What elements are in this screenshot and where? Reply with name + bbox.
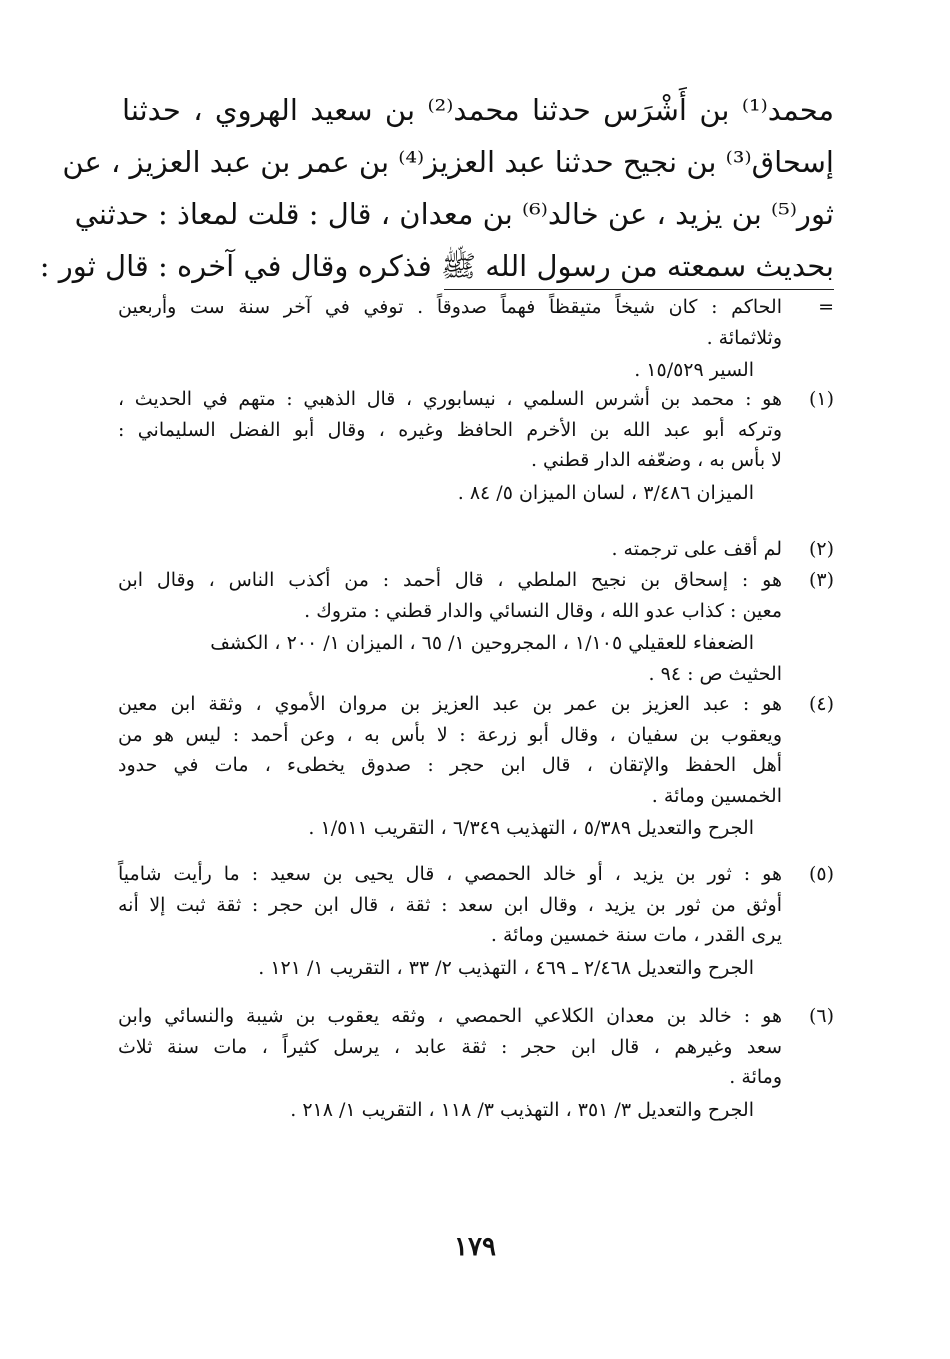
footnote-4 <box>118 689 834 859</box>
footnote-line: ومائة . <box>729 1066 782 1088</box>
footnote-marker: (٥) <box>808 863 834 885</box>
footnote-reference: الميزان ٣/٤٨٦ ، لسان الميزان ٥/ ٨٤ . <box>457 481 754 504</box>
footnote-reference-continued: الحثيث ص : ٩٤ . <box>648 662 782 685</box>
footnote-marker: (٤) <box>808 693 834 715</box>
footnote-line: الخمسين ومائة . <box>651 784 782 807</box>
footnote-line: هو : عبد العزيز بن عمر بن عبد العزيز بن مروان الأموي ، وثقة ابن معين <box>118 693 782 715</box>
main-text-line: إسحاق⁽³⁾ بن نجيح حدثنا عبد العزيز⁽⁴⁾ بن عمر بن عبد العزيز ، عن <box>62 145 834 179</box>
main-text-line: محمد⁽¹⁾ بن أَشْرَس حدثنا محمد⁽²⁾ بن سعيد الهروي ، حدثنا <box>122 93 834 127</box>
footnote-reference: الجرح والتعديل ٢/٤٦٨ ـ ٤٦٩ ، التهذيب ٢/ ٣٣ ، التقريب ١/ ١٢١ . <box>258 956 754 979</box>
main-text-line: ثور⁽⁵⁾ بن يزيد ، عن خالد⁽⁶⁾ بن معدان ، قال : قلت لمعاذ : حدثني <box>74 197 834 231</box>
footnote-marker: = <box>818 296 834 318</box>
footnote-line: لا بأس به ، وضعّفه الدار قطني . <box>530 449 782 471</box>
footnote-line: الحاكم : كان شيخاً متيقظاً فهماً صدوقاً . توفي في آخر سنة ست وأربعين <box>118 296 782 318</box>
footnote-line: يرى القدر ، مات سنة خمسين ومائة . <box>490 924 782 946</box>
footnote-marker: (٢) <box>808 538 834 560</box>
footnote-line: هو : إسحاق بن نجيح الملطي ، قال أحمد : من أكذب الناس ، وقال ابن <box>118 569 782 591</box>
footnote-continuation <box>118 292 834 384</box>
footnote-line: سعد وغيرهم ، قال ابن حجر : ثقة عابد ، يرسل كثيراً ، مات سنة ثلاث <box>118 1035 782 1058</box>
footnote-6 <box>118 1001 834 1131</box>
footnote-line: هو : محمد بن أشرس السلمي ، نيسابوري ، قال الذهبي : متهم في الحديث ، <box>118 388 782 410</box>
footnote-marker: (٣) <box>808 569 834 591</box>
footnote-reference: الجرح والتعديل ٥/٣٨٩ ، التهذيب ٦/٣٤٩ ، التقريب ١/٥١١ . <box>308 817 754 839</box>
footnote-line: هو : ثور بن يزيد ، أو خالد الحمصي ، قال يحيى بن سعيد : ما رأيت شامياً <box>118 863 782 885</box>
footnote-3 <box>118 565 834 689</box>
footnotes-section <box>118 292 834 1131</box>
footnote-line: أهل الحفظ والإتقان ، قال ابن حجر : صدوق يخطىء ، مات في حدود <box>118 754 782 776</box>
main-text-block <box>39 84 834 292</box>
footnote-reference: الجرح والتعديل ٣/ ٣٥١ ، التهذيب ٣/ ١١٨ ، التقريب ١/ ٢١٨ . <box>290 1098 754 1121</box>
footnote-marker: (١) <box>808 388 834 410</box>
page-number: ١٧٩ <box>454 1232 496 1262</box>
footnote-marker: (٦) <box>808 1005 834 1027</box>
footnote-line: ويعقوب بن سفيان ، وقال أبو زرعة : لا بأس به ، وعن أحمد : ليس هو من <box>118 723 782 746</box>
footnote-line: وثلاثمائة . <box>706 326 782 349</box>
footnote-line: معين : كذاب عدو الله ، وقال النسائي والدار قطني : متروك . <box>304 599 782 622</box>
footnote-reference: السير ١٥/٥٢٩ . <box>634 359 754 381</box>
footnote-line: أوثق من ثور بن يزيد ، وقال ابن سعد : ثقة ، قال ابن حجر : ثقة ثبت إلا أنه <box>118 893 782 916</box>
footnote-line: لم أقف على ترجمته . <box>611 538 782 560</box>
footnote-reference: الضعفاء للعقيلي ١/١٠٥ ، المجروحين ١/ ٦٥ ، الميزان ١/ ٢٠٠ ، الكشف <box>210 632 754 654</box>
footnote-5 <box>118 859 834 1001</box>
footnote-2 <box>118 534 834 565</box>
footnote-line: هو : خالد بن معدان الكلاعي الحمصي ، وثقه يعقوب بن شيبة والنسائي وابن <box>118 1005 782 1027</box>
footnote-1 <box>118 384 834 534</box>
main-text-line: بحديث سمعته من رسول الله ﷺ فذكره وقال في آخره : قال ثور : <box>39 249 834 283</box>
footnote-divider <box>444 289 834 290</box>
footnote-line: وتركه أبو عبد الله بن الأخرم الحافظ وغيره ، وقال أبو الفضل السليماني : <box>118 418 782 441</box>
